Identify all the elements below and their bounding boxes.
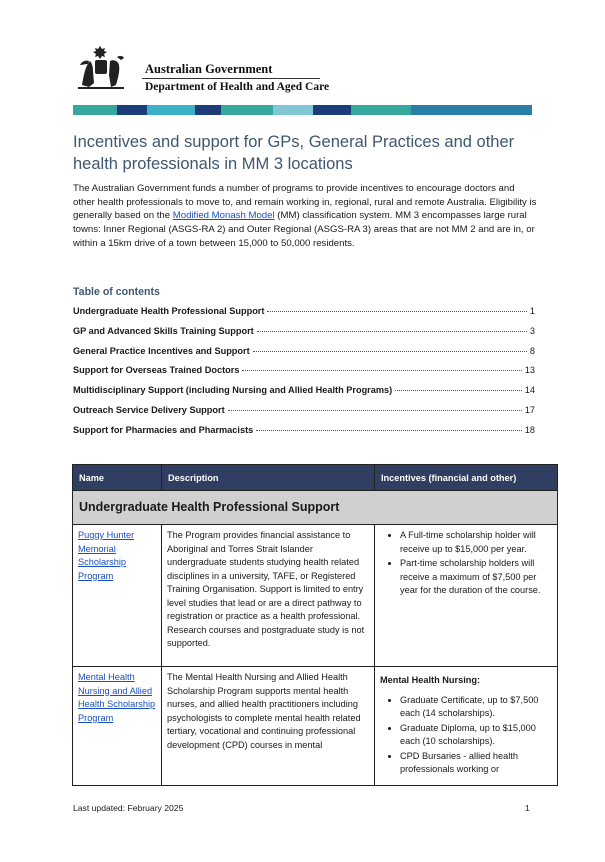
program-name-cell [73,525,162,667]
toc-item-label: Outreach Service Delivery Support [73,404,225,415]
band-segment [195,105,221,115]
toc-item[interactable] [73,346,535,366]
band-segment [147,105,195,115]
incentives-heading: Mental Health Nursing: [380,675,481,685]
toc-item[interactable] [73,365,535,385]
band-segment [117,105,147,115]
toc-leader [253,351,527,352]
last-updated: Last updated: February 2025 [73,803,184,813]
band-segment [351,105,411,115]
toc-leader [257,331,527,332]
toc-item[interactable] [73,405,535,425]
page-title: Incentives and support for GPs, General Practices and other health professionals in MM 3 locations [73,133,515,173]
toc-leader [395,390,522,391]
toc-leader [256,430,522,431]
toc-item-page: 18 [524,424,535,435]
toc-item-label: Support for Pharmacies and Pharmacists [73,424,254,435]
toc-item-page: 8 [529,345,535,356]
intro-text-after: (MM) classification system. MM 3 encompasses large rural towns: Inner Regional (ASGS-RA 2) and Outer Regional (ASGS-RA 3) areas that are not MM 2 and are in, or within a 15km drive of a town between 15,000 to 50,000 residents. [73,210,535,249]
department-name: Department of Health and Aged Care [145,81,330,93]
toc-item-label: GP and Advanced Skills Training Support [73,325,254,336]
incentive-item: • CPD Bursaries - allied health professionals working or [400,750,552,777]
color-band [73,105,532,115]
program-incentives [375,525,558,667]
toc-leader [267,311,526,312]
toc-item-page: 14 [524,385,535,396]
program-link[interactable]: Puggy Hunter Memorial Scholarship Program [78,530,135,581]
toc-item[interactable] [73,326,535,346]
band-segment [221,105,273,115]
coat-of-arms-icon [76,45,138,93]
toc-item-page: 13 [524,365,535,376]
cell-clip [380,671,552,781]
band-segment [411,105,532,115]
intro-text-before: The Australian Government funds a number of programs to provide incentives to encourage doctors and other health professionals to move to, and remain working in, regional, rural and remote Australia. Eligibility is generally based on the [73,183,537,222]
incentive-item: • A Full-time scholarship holder will receive up to $15,000 per year. [400,529,552,556]
program-description: The Program provides financial assistance to Aboriginal and Torres Strait Islander undergraduate students studying health related disciplines in a university, TAFE, or Registered Training Organisation. Support is limited to entry level studies that lead or are a direct pathway to registration or practice as a health professional. Research courses and postgraduate study is not supported. [162,525,375,667]
toc-item-label: Support for Overseas Trained Doctors [73,365,240,376]
toc-item-page: 1 [529,306,535,316]
modified-monash-model-link[interactable]: Modified Monash Model [172,210,275,222]
toc-item[interactable] [73,425,535,445]
section-row [73,491,558,525]
table-row [73,525,558,667]
incentive-item: • Part-time scholarship holders will receive a maximum of $7,500 per year for the duration of the course. [400,557,552,598]
header-description: Description [162,465,375,491]
table-of-contents [73,306,535,445]
table-header-row [73,465,558,491]
toc-leader [242,370,521,371]
toc-item-page: 3 [529,325,535,336]
page-number: 1 [525,803,530,813]
band-segment [313,105,351,115]
intro-paragraph [73,182,538,251]
government-name: Australian Government [145,62,273,76]
program-name-cell [73,667,162,786]
toc-item-label: General Practice Incentives and Support [73,345,250,356]
header-incentives: Incentives (financial and other) [375,465,558,491]
toc-leader [228,410,522,411]
cell-clip [78,671,156,781]
incentives-list [380,529,552,598]
table-row [73,667,558,786]
program-link[interactable]: Mental Health Nursing and Allied Health Scholarship Program [78,672,156,723]
incentive-item: • Graduate Diploma, up to $15,000 each (10 scholarships). [400,722,552,749]
toc-item-label: Multidisciplinary Support (including Nursing and Allied Health Programs) [73,385,393,396]
incentive-item: • Graduate Certificate, up to $7,500 each (14 scholarships). [400,694,552,721]
toc-item-page: 17 [524,404,535,415]
program-incentives [375,667,558,786]
band-segment [273,105,313,115]
program-description: The Mental Health Nursing and Allied Health Scholarship Program supports mental health nurses, and allied health practitioners including psychologists to complete mental health related tertiary, vocational and continuing professional development (CPD) courses in mental [167,672,361,750]
program-description-cell [162,667,375,786]
header-name: Name [73,465,162,491]
toc-item[interactable] [73,306,535,326]
programs-table [72,464,558,786]
section-title: Undergraduate Health Professional Support [73,491,558,525]
toc-item[interactable] [73,385,535,405]
toc-title: Table of contents [73,286,160,298]
band-segment [73,105,117,115]
toc-item-label: Undergraduate Health Professional Support [73,306,265,316]
incentives-list [380,694,552,777]
header-divider [142,78,320,79]
